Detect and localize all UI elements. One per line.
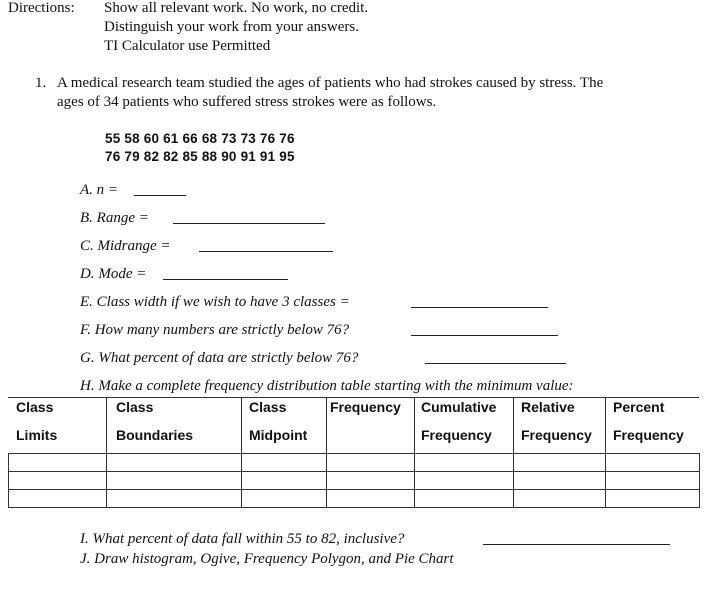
table-top-border <box>8 397 699 398</box>
table-row <box>9 490 700 508</box>
table-cell[interactable] <box>107 454 242 472</box>
question-a: A. n = <box>80 182 119 198</box>
col-header-cumulative-2: Frequency <box>421 427 492 443</box>
col-header-class-midpoint-1: Class <box>249 399 287 415</box>
answer-blank-c[interactable] <box>199 251 333 252</box>
table-row <box>9 454 700 472</box>
col-header-class-boundaries-2: Boundaries <box>116 427 194 443</box>
table-cell[interactable] <box>606 454 700 472</box>
col-header-relative-1: Relative <box>521 399 575 415</box>
header-divider-4 <box>414 397 415 453</box>
table-cell[interactable] <box>107 472 242 490</box>
answer-blank-e[interactable] <box>411 307 548 308</box>
answer-blank-i[interactable] <box>483 544 670 545</box>
table-cell[interactable] <box>327 490 415 508</box>
header-divider-3 <box>326 397 327 453</box>
header-divider-5 <box>513 397 514 453</box>
table-cell[interactable] <box>9 490 107 508</box>
col-header-frequency: Frequency <box>330 399 401 415</box>
table-cell[interactable] <box>107 490 242 508</box>
answer-blank-b[interactable] <box>173 223 325 224</box>
question-g: G. What percent of data are strictly below 76? <box>80 350 359 366</box>
table-cell[interactable] <box>514 472 606 490</box>
question-h: H. Make a complete frequency distribution table starting with the minimum value: <box>80 378 574 394</box>
col-header-percent-1: Percent <box>613 399 665 415</box>
question-b: B. Range = <box>80 210 149 226</box>
table-cell[interactable] <box>514 454 606 472</box>
col-header-class-limits-1: Class <box>16 399 54 415</box>
table-cell[interactable] <box>242 454 327 472</box>
col-header-percent-2: Frequency <box>613 427 684 443</box>
directions-label: Directions: <box>8 0 75 16</box>
table-cell[interactable] <box>514 490 606 508</box>
answer-blank-a[interactable] <box>134 195 186 196</box>
table-cell[interactable] <box>606 490 700 508</box>
problem-text-line-2: ages of 34 patients who suffered stress strokes were as follows. <box>57 94 437 110</box>
header-divider-1 <box>106 397 107 453</box>
header-divider-2 <box>241 397 242 453</box>
problem-number: 1. <box>35 75 47 91</box>
table-cell[interactable] <box>415 472 514 490</box>
frequency-table <box>8 453 700 508</box>
answer-blank-g[interactable] <box>425 363 566 364</box>
table-cell[interactable] <box>242 490 327 508</box>
answer-blank-d[interactable] <box>163 279 288 280</box>
data-row-2: 76 79 82 82 85 88 90 91 91 95 <box>105 149 295 164</box>
question-i: I. What percent of data fall within 55 to 82, inclusive? <box>80 531 405 547</box>
table-cell[interactable] <box>9 454 107 472</box>
col-header-cumulative-1: Cumulative <box>421 399 497 415</box>
question-c: C. Midrange = <box>80 238 171 254</box>
table-cell[interactable] <box>9 472 107 490</box>
col-header-class-boundaries-1: Class <box>116 399 154 415</box>
table-cell[interactable] <box>327 454 415 472</box>
directions-line-2: Distinguish your work from your answers. <box>104 19 359 35</box>
question-f: F. How many numbers are strictly below 76? <box>80 322 350 338</box>
table-cell[interactable] <box>415 454 514 472</box>
table-cell[interactable] <box>606 472 700 490</box>
question-e: E. Class width if we wish to have 3 classes = <box>80 294 350 310</box>
data-row-1: 55 58 60 61 66 68 73 73 76 76 <box>105 131 295 146</box>
directions-line-1: Show all relevant work. No work, no credit. <box>104 0 369 16</box>
col-header-class-midpoint-2: Midpoint <box>249 427 308 443</box>
header-divider-6 <box>605 397 606 453</box>
question-d: D. Mode = <box>80 266 147 282</box>
directions-line-3: TI Calculator use Permitted <box>104 38 271 54</box>
col-header-class-limits-2: Limits <box>16 427 58 443</box>
table-row <box>9 472 700 490</box>
table-cell[interactable] <box>415 490 514 508</box>
answer-blank-f[interactable] <box>411 335 558 336</box>
problem-text-line-1: A medical research team studied the ages of patients who had strokes caused by stress. The <box>57 75 604 91</box>
col-header-relative-2: Frequency <box>521 427 592 443</box>
table-cell[interactable] <box>242 472 327 490</box>
table-cell[interactable] <box>327 472 415 490</box>
question-j: J. Draw histogram, Ogive, Frequency Polygon, and Pie Chart <box>80 551 454 567</box>
